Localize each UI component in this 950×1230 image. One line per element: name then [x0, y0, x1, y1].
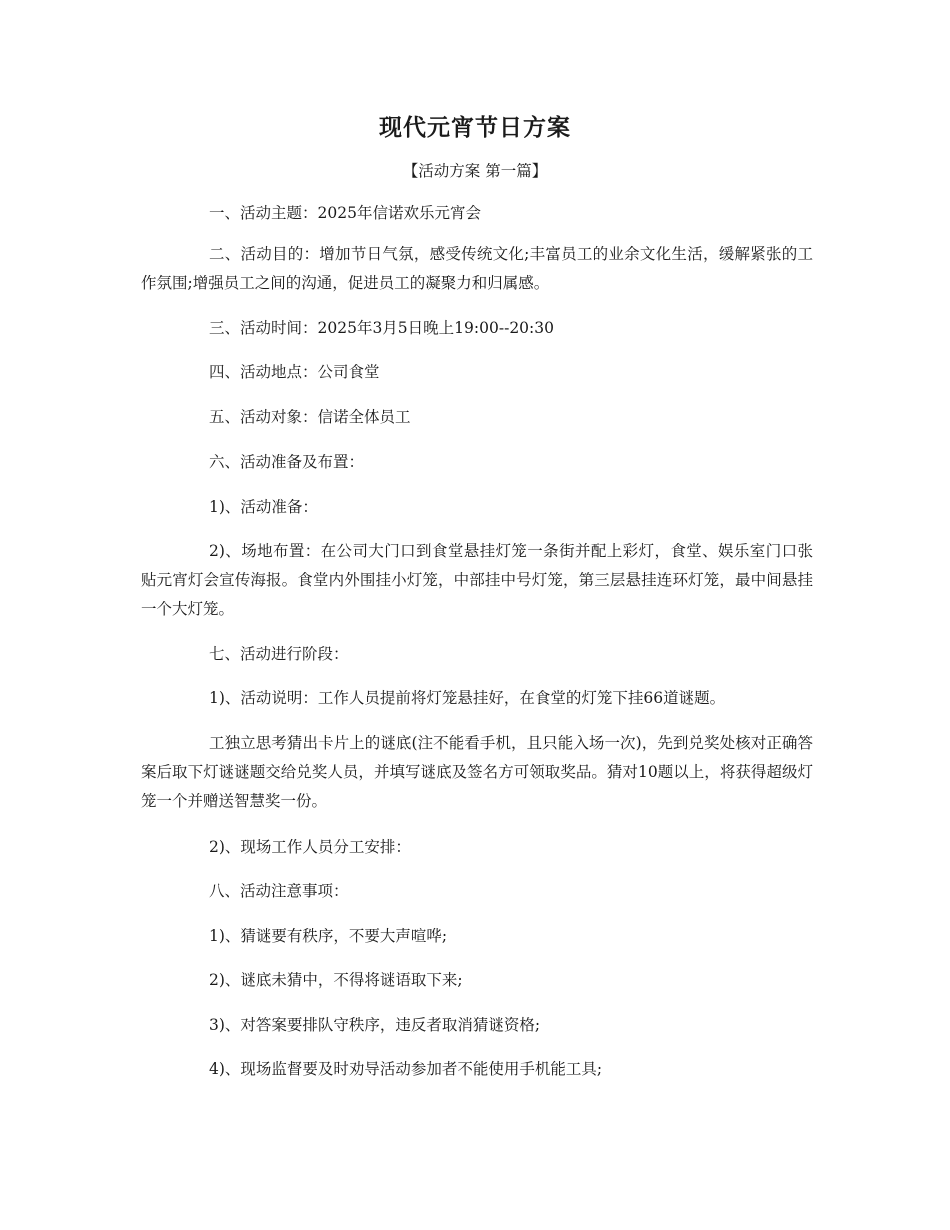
paragraph-venue-layout: 2)、场地布置：在公司大门口到食堂悬挂灯笼一条街并配上彩灯，食堂、娱乐室门口张贴元宵灯会宣传海报。食堂内外围挂小灯笼，中部挂中号灯笼，第三层悬挂连环灯笼，最中间悬挂一个大灯笼。	[141, 542, 813, 618]
document-subtitle: 【活动方案 第一篇】	[402, 162, 548, 180]
paragraph-note-4: 4)、现场监督要及时劝导活动参加者不能使用手机能工具;	[209, 1060, 603, 1078]
paragraph-purpose: 二、活动目的：增加节日气氛，感受传统文化;丰富员工的业余文化生活，缓解紧张的工作氛围;增强员工之间的沟通，促进员工的凝聚力和归属感。	[141, 245, 813, 292]
paragraph-audience: 五、活动对象：信诺全体员工	[209, 408, 411, 426]
paragraph-activity-description: 1)、活动说明：工作人员提前将灯笼悬挂好，在食堂的灯笼下挂66道谜题。	[209, 689, 726, 707]
paragraph-location: 四、活动地点：公司食堂	[209, 363, 380, 381]
paragraph-stage-heading: 七、活动进行阶段：	[209, 645, 349, 663]
paragraph-riddle-rules: 工独立思考猜出卡片上的谜底(注不能看手机，且只能入场一次)，先到兑奖处核对正确答案后取下灯谜谜题交给兑奖人员，并填写谜底及签名方可领取奖品。猜对10题以上，将获得超级灯笼一个并赠送智慧奖一份。	[141, 734, 813, 810]
paragraph-theme: 一、活动主题：2025年信诺欢乐元宵会	[209, 204, 481, 222]
paragraph-preparation-heading: 六、活动准备及布置：	[209, 453, 365, 471]
paragraph-note-2: 2)、谜底未猜中，不得将谜语取下来;	[209, 971, 463, 989]
paragraph-notes-heading: 八、活动注意事项：	[209, 882, 349, 900]
paragraph-staff-assignment: 2)、现场工作人员分工安排：	[209, 838, 411, 856]
paragraph-note-1: 1)、猜谜要有秩序，不要大声喧哗;	[209, 927, 448, 945]
paragraph-note-3: 3)、对答案要排队守秩序，违反者取消猜谜资格;	[209, 1016, 541, 1034]
document-title: 现代元宵节日方案	[379, 114, 571, 141]
paragraph-preparation: 1)、活动准备：	[209, 498, 318, 516]
paragraph-time: 三、活动时间：2025年3月5日晚上19:00--20:30	[209, 319, 554, 337]
